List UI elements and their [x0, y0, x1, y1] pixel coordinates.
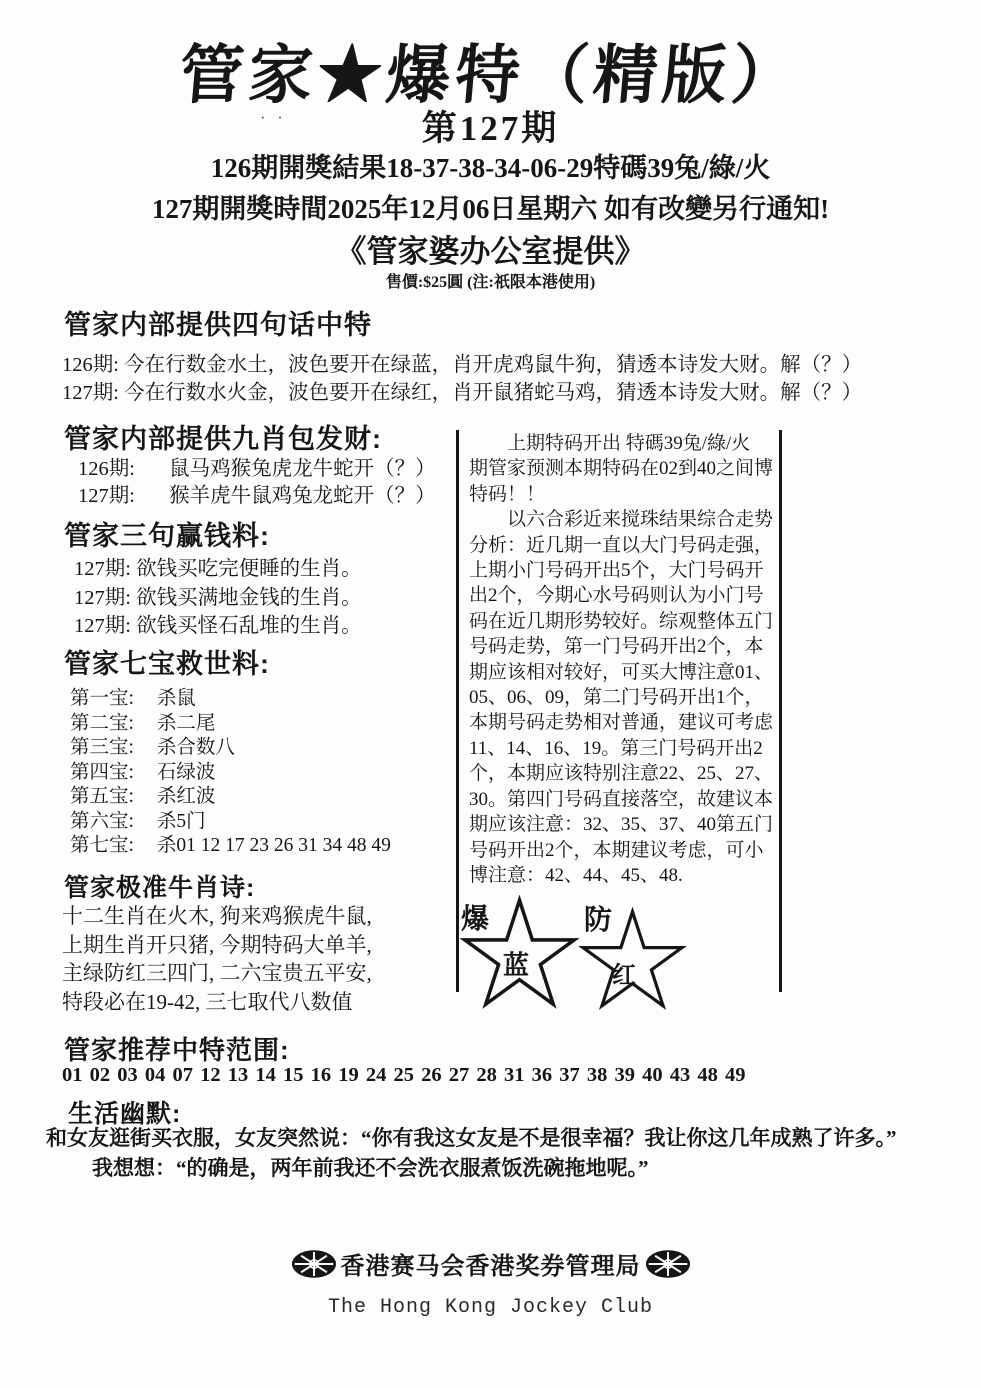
money-sentence-row: 127期: 欲钱买满地金钱的生肖。 — [74, 586, 362, 609]
treasure-label: 第四宝: — [70, 761, 134, 783]
analysis-line: 出2个，今期心水号码则认为小门号 — [469, 585, 764, 607]
heading-three-sentences: 管家三句赢钱料: — [64, 521, 270, 551]
treasure-label: 第七宝: — [70, 835, 134, 856]
analysis-line: 05、06、09，第二门号码开出1个， — [469, 687, 764, 709]
zodiac-list: 猴羊虎牛鼠鸡兔龙蛇开（？） — [169, 484, 436, 507]
analysis-line: 个，本期应该特别注意22、25、27、 — [469, 763, 774, 785]
money-sentence-row: 127期: 欲钱买吃完便睡的生肖。 — [74, 558, 362, 580]
treasure-value: 杀红波 — [156, 786, 216, 807]
page-title: 管家★爆特（精版） — [176, 40, 804, 111]
analysis-line: 期应该相对较好，可买大博注意01、 — [469, 661, 774, 683]
scan-artifact-dots: · · — [260, 110, 287, 127]
analysis-line: 30。第四门号码直接落空，故建议本 — [469, 788, 774, 810]
analysis-line: 分析：近几期一直以大门号码走强， — [469, 534, 774, 556]
treasure-value: 杀合数八 — [156, 737, 235, 758]
poem-line: 十二生肖在火木, 狗来鸡猴虎牛鼠, — [62, 904, 372, 928]
treasure-row — [70, 785, 391, 810]
treasure-value: 石绿波 — [156, 761, 216, 783]
analysis-line: 11、14、16、19。第三门号码开出2 — [469, 737, 763, 759]
treasure-value: 杀二尾 — [156, 712, 216, 734]
treasure-label: 第三宝: — [70, 737, 134, 758]
treasure-row — [70, 736, 391, 761]
nine-zodiac-rows — [78, 456, 436, 509]
period-label: 127期: — [78, 484, 135, 507]
three-sentences-rows — [74, 555, 362, 641]
analysis-line: 上期特码开出 特碼39兔/綠/火 — [469, 433, 751, 454]
analysis-line: 特码！！ — [469, 483, 546, 505]
footer-logo-row — [0, 1246, 981, 1281]
burst-label: 爆 — [461, 903, 490, 934]
heading-life-humor: 生活幽默: — [68, 1100, 182, 1128]
humor-line-1: 和女友逛街买衣服，女友突然说：“你有我这女友是不是很幸福？我让你这几年成熟了许多。” — [46, 1126, 897, 1150]
organization-name: 香港赛马会香港奖券管理局 — [340, 1253, 641, 1280]
period-label: 126期: — [78, 458, 135, 480]
treasure-value: 杀01 12 17 23 26 31 34 48 49 — [156, 835, 391, 856]
treasure-row — [70, 834, 391, 859]
hkjc-emblem-right-icon — [645, 1249, 691, 1279]
humor-line-2: 我想想：“的确是，两年前我还不会洗衣服煮饭洗碗拖地呢。” — [92, 1156, 649, 1180]
money-sentence-row: 127期: 欲钱买怪石乱堆的生肖。 — [74, 615, 362, 637]
analysis-line: 上期小门号码开出5个，大门号码开 — [469, 560, 764, 582]
heading-recommend-range: 管家推荐中特范围: — [64, 1035, 290, 1065]
four-sentences-rows — [62, 351, 862, 407]
previous-result-line: 126期開獎結果18-37-38-34-06-29特碼39兔/綠/火 — [210, 153, 771, 183]
analysis-line: 期管家预测本期特码在02到40之间博 — [469, 458, 774, 480]
hkjc-emblem-left-icon — [291, 1249, 337, 1279]
analysis-line: 期应该注意：32、35、37、40第五门 — [469, 814, 774, 836]
treasure-value: 杀5门 — [156, 810, 206, 832]
poem-line: 主绿防红三四门, 二六宝贵五平安, — [62, 961, 372, 985]
seven-treasures-rows — [70, 687, 391, 859]
heading-nine-zodiac: 管家内部提供九肖包发财: — [64, 424, 382, 454]
poem-line: 上期生肖开只猪, 今期特码大单羊, — [62, 932, 372, 957]
trend-analysis-text — [459, 430, 779, 888]
analysis-line: 以六合彩近来搅珠结果综合走势 — [469, 509, 774, 531]
treasure-row — [70, 712, 391, 737]
four-sentences-row: 126期: 今在行数金水土，波色要开在绿蓝，肖开虎鸡鼠牛狗，猜透本诗发大财。解（？） — [62, 354, 863, 376]
treasure-value: 杀鼠 — [156, 688, 196, 709]
four-sentences-row: 127期: 今在行数水火金，波色要开在绿红，肖开鼠猪蛇马鸡，猜透本诗发大财。解（？） — [62, 382, 863, 404]
analysis-line: 码在近几期形势较好。综观整体五门 — [469, 610, 774, 632]
club-name-english: The Hong Kong Jockey Club — [327, 1296, 654, 1319]
heading-seven-treasures: 管家七宝救世料: — [64, 649, 270, 679]
analysis-line: 本期号码走势相对普通，建议可考虑 — [469, 712, 774, 734]
issue-number: 第127期 — [421, 109, 560, 148]
treasure-label: 第五宝: — [70, 786, 134, 807]
analysis-line: 号码走势，第一门号码开出2个，本 — [469, 636, 764, 658]
treasure-label: 第六宝: — [70, 810, 134, 832]
price-line: 售價:$25圓 (注:祇限本港使用) — [385, 274, 596, 291]
heading-four-sentences: 管家内部提供四句话中特 — [64, 310, 372, 340]
red-label: 红 — [612, 962, 636, 989]
treasure-row — [70, 761, 391, 786]
heading-zodiac-poem: 管家极准牛肖诗: — [64, 874, 256, 902]
nine-zodiac-row — [78, 456, 436, 483]
treasure-row — [70, 687, 391, 712]
zodiac-list: 鼠马鸡猴兔虎龙牛蛇开（？） — [169, 458, 436, 480]
treasure-label: 第二宝: — [70, 712, 134, 734]
treasure-row — [70, 810, 391, 835]
analysis-line: 号码开出2个，本期建议考虑，可小 — [469, 839, 764, 861]
zodiac-poem-lines — [62, 902, 372, 1016]
draw-time-line: 127期開獎時間2025年12月06日星期六 如有改變另行通知! — [151, 194, 830, 224]
poem-line: 特段必在19-42, 三七取代八数值 — [62, 989, 353, 1014]
guard-label: 防 — [584, 904, 613, 935]
blue-label: 蓝 — [503, 950, 530, 980]
nine-zodiac-row — [78, 483, 436, 510]
recommend-numbers: 01 02 03 04 07 12 13 14 15 16 19 24 25 26 27 28 31 36 37 38 39 40 43 48 49 — [62, 1064, 746, 1086]
provider-line: 《管家婆办公室提供》 — [335, 234, 646, 269]
treasure-label: 第一宝: — [70, 688, 134, 709]
analysis-line: 博注意：42、44、45、48. — [469, 864, 683, 886]
